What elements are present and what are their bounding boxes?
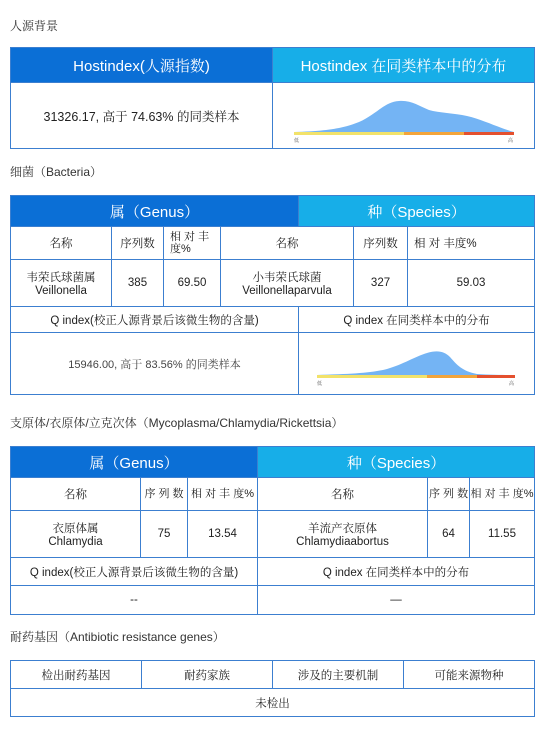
myco-genus-reads: 75 [141, 511, 188, 558]
bacteria-genus-col-reads: 序列数 [112, 227, 164, 260]
hostindex-density-curve [294, 100, 514, 131]
hostindex-value: 31326.17, 高于 74.63% 的同类样本 [11, 83, 273, 149]
bacteria-species-header: 种（Species） [299, 196, 535, 227]
bacteria-genus-name-cn: 韦荣氏球菌属 [26, 272, 96, 284]
bacteria-genus-col-name: 名称 [11, 227, 112, 260]
bacteria-genus-name-en: Veillonella [35, 285, 87, 297]
bacteria-q-scale-red [477, 375, 515, 378]
bacteria-q-header: Q index(校正人源背景后该微生物的含量) [11, 307, 299, 333]
bacteria-species-abund: 59.03 [408, 260, 535, 307]
hostindex-dist-cell [273, 83, 535, 149]
resistance-table [10, 660, 535, 717]
section-title-myco: 支原体/衣原体/立克次体（Mycoplasma/Chlamydia/Rickettsia） [10, 416, 344, 430]
myco-table [10, 446, 535, 615]
myco-species-col-reads: 序 列 数 [428, 478, 470, 511]
resistance-col-family: 耐药家族 [142, 661, 273, 689]
myco-genus-col-reads: 序 列 数 [141, 478, 188, 511]
hostindex-header: Hostindex(人源指数) [11, 48, 273, 83]
bacteria-q-dist-cell [299, 333, 535, 395]
hostindex-scale-orange [404, 132, 464, 135]
hostindex-scale-yellow [294, 132, 404, 135]
myco-species-reads: 64 [428, 511, 470, 558]
bacteria-genus-col-abund: 相 对 丰度% [164, 227, 221, 260]
bacteria-species-col-name: 名称 [221, 227, 354, 260]
section-title-bacteria: 细菌（Bacteria） [10, 165, 103, 179]
hostindex-axis-low: 低 [293, 137, 299, 144]
section-title-resistance: 耐药基因（Antibiotic resistance genes） [10, 630, 225, 644]
myco-genus-name [11, 511, 141, 558]
bacteria-q-axis-low: 低 [316, 380, 322, 387]
bacteria-species-col-reads: 序列数 [354, 227, 408, 260]
bacteria-genus-name [11, 260, 112, 307]
bacteria-q-scale-yellow [317, 375, 427, 378]
myco-genus-col-name: 名称 [11, 478, 141, 511]
bacteria-species-reads: 327 [354, 260, 408, 307]
myco-q-header: Q index(校正人源背景后该微生物的含量) [11, 558, 258, 586]
bacteria-q-distribution-chart [312, 339, 522, 389]
bacteria-species-col-abund: 相 对 丰度% [408, 227, 535, 260]
resistance-col-gene: 检出耐药基因 [11, 661, 142, 689]
myco-genus-header: 属（Genus） [11, 447, 258, 478]
bacteria-q-axis-high: 高 [508, 380, 514, 387]
hostindex-dist-header: Hostindex 在同类样本中的分布 [273, 48, 535, 83]
bacteria-q-density-curve [317, 351, 515, 375]
host-table [10, 47, 535, 149]
section-title-host: 人源背景 [10, 19, 59, 33]
bacteria-genus-abund: 69.50 [164, 260, 221, 307]
myco-q-dist-header: Q index 在同类样本中的分布 [258, 558, 535, 586]
resistance-col-species: 可能来源物种 [404, 661, 535, 689]
myco-q-value: -- [11, 586, 258, 615]
myco-species-col-abund: 相 对 丰 度% [470, 478, 535, 511]
myco-genus-abund: 13.54 [188, 511, 258, 558]
myco-species-col-name: 名称 [258, 478, 428, 511]
bacteria-q-scale-orange [427, 375, 477, 378]
bacteria-q-dist-header: Q index 在同类样本中的分布 [299, 307, 535, 333]
myco-genus-name-cn: 衣原体属 [52, 523, 99, 535]
myco-species-name-en: Chlamydiaabortus [296, 536, 389, 548]
resistance-col-mechanism: 涉及的主要机制 [273, 661, 404, 689]
myco-species-abund: 11.55 [470, 511, 535, 558]
resistance-result: 未检出 [11, 689, 535, 717]
myco-genus-col-abund: 相 对 丰 度% [188, 478, 258, 511]
bacteria-q-value: 15946.00, 高于 83.56% 的同类样本 [11, 333, 299, 395]
hostindex-scale-red [464, 132, 514, 135]
myco-genus-name-en: Chlamydia [48, 536, 103, 548]
bacteria-genus-reads: 385 [112, 260, 164, 307]
hostindex-distribution-chart [289, 88, 519, 144]
bacteria-species-name-en: Veillonellaparvula [242, 285, 332, 297]
myco-q-dist-value: — [258, 586, 535, 615]
bacteria-species-name-cn: 小韦荣氏球菌 [252, 272, 322, 284]
myco-species-header: 种（Species） [258, 447, 535, 478]
hostindex-axis-high: 高 [507, 137, 513, 144]
myco-species-name-cn: 羊流产衣原体 [308, 523, 378, 535]
bacteria-species-name [221, 260, 354, 307]
bacteria-table [10, 195, 535, 395]
myco-species-name [258, 511, 428, 558]
bacteria-genus-header: 属（Genus） [11, 196, 299, 227]
